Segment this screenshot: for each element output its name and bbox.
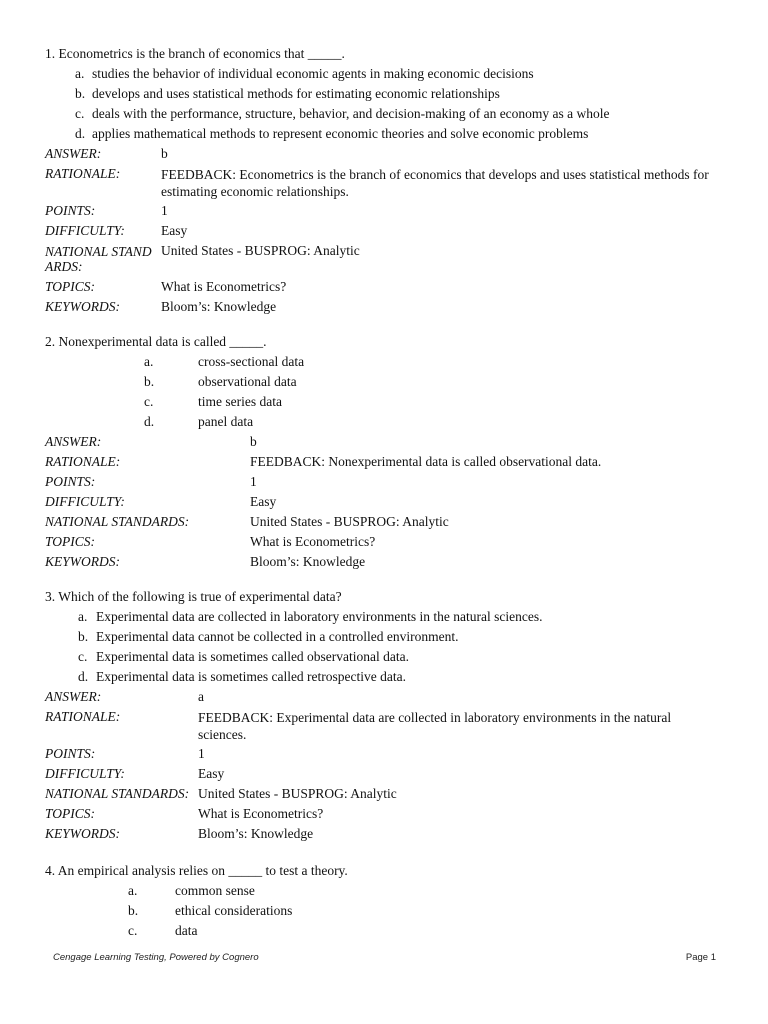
option-letter: d. — [144, 414, 155, 429]
meta-rationale — [45, 452, 735, 472]
meta-points — [45, 472, 735, 492]
meta-value: United States - BUSPROG: Analytic — [198, 786, 397, 801]
meta-label: KEYWORDS: — [45, 826, 120, 841]
footer-credit: Cengage Learning Testing, Powered by Cognero — [53, 952, 259, 963]
meta-national-standards — [45, 241, 735, 277]
meta-label: POINTS: — [45, 474, 96, 489]
option-text: Experimental data are collected in laboratory environments in the natural sciences. — [96, 609, 543, 624]
meta-value: FEEDBACK: Nonexperimental data is called observational data. — [250, 454, 602, 469]
question-stem: 1. Econometrics is the branch of economics that _____. — [45, 46, 345, 61]
option-letter: b. — [75, 86, 86, 101]
option-letter: a. — [75, 66, 85, 81]
meta-value: Easy — [161, 223, 188, 238]
question-stem: 2. Nonexperimental data is called _____. — [45, 334, 267, 349]
option-letter: a. — [78, 609, 88, 624]
page-number: Page 1 — [685, 952, 716, 963]
option-letter: d. — [75, 126, 86, 141]
meta-label: KEYWORDS: — [45, 554, 120, 569]
question-stem: 4. An empirical analysis relies on _____ to test a theory. — [45, 863, 348, 878]
meta-value: FEEDBACK: Econometrics is the branch of economics that develops and uses statistical methods for estimating economic relationships. — [161, 167, 709, 199]
meta-keywords — [45, 552, 735, 572]
meta-value: What is Econometrics? — [250, 534, 376, 549]
meta-label: TOPICS: — [45, 806, 96, 821]
option-d — [45, 412, 735, 432]
meta-value: 1 — [250, 474, 257, 489]
option-letter: c. — [78, 649, 88, 664]
meta-value: Easy — [250, 494, 277, 509]
meta-points — [45, 744, 735, 764]
meta-label: DIFFICULTY: — [45, 494, 125, 509]
option-d — [45, 124, 735, 144]
option-text: deals with the performance, structure, behavior, and decision-making of an economy as a whole — [92, 106, 610, 121]
meta-value: Bloom’s: Knowledge — [161, 299, 277, 314]
option-letter: a. — [128, 883, 138, 898]
option-text: develops and uses statistical methods for estimating economic relationships — [92, 86, 500, 101]
meta-points — [45, 201, 735, 221]
meta-value: United States - BUSPROG: Analytic — [250, 514, 449, 529]
option-text: data — [175, 923, 198, 938]
meta-label: POINTS: — [45, 203, 96, 218]
option-letter: c. — [128, 923, 138, 938]
meta-value: FEEDBACK: Experimental data are collected in laboratory environments in the natural sciences. — [198, 710, 672, 742]
meta-label: ANSWER: — [45, 689, 102, 704]
meta-topics — [45, 804, 735, 824]
meta-value: b — [161, 146, 168, 161]
option-letter: c. — [144, 394, 154, 409]
option-d — [45, 667, 735, 687]
option-text: cross-sectional data — [198, 354, 305, 369]
option-text: observational data — [198, 374, 297, 389]
meta-label: DIFFICULTY: — [45, 766, 125, 781]
meta-value: a — [198, 689, 204, 704]
meta-label: TOPICS: — [45, 279, 96, 294]
option-letter: c. — [75, 106, 85, 121]
option-c — [45, 392, 735, 412]
question-2 — [45, 332, 735, 572]
option-text: Experimental data is sometimes called observational data. — [96, 649, 410, 664]
meta-value: Easy — [198, 766, 225, 781]
option-a — [45, 64, 735, 84]
option-letter: a. — [144, 354, 154, 369]
meta-rationale — [45, 164, 735, 201]
option-text: ethical considerations — [175, 903, 293, 918]
meta-value: 1 — [161, 203, 168, 218]
meta-value: What is Econometrics? — [161, 279, 287, 294]
meta-label: POINTS: — [45, 746, 96, 761]
option-text: studies the behavior of individual economic agents in making economic decisions — [92, 66, 534, 81]
meta-topics — [45, 532, 735, 552]
option-letter: b. — [78, 629, 89, 644]
option-text: time series data — [198, 394, 282, 409]
option-text: common sense — [175, 883, 255, 898]
meta-label: KEYWORDS: — [45, 299, 120, 314]
option-letter: b. — [144, 374, 155, 389]
option-a — [45, 352, 735, 372]
meta-value: Bloom’s: Knowledge — [198, 826, 314, 841]
meta-national-standards — [45, 512, 735, 532]
meta-answer — [45, 432, 735, 452]
option-b — [45, 84, 735, 104]
option-text: panel data — [198, 414, 254, 429]
option-a — [45, 607, 735, 627]
meta-difficulty — [45, 764, 735, 784]
meta-value: United States - BUSPROG: Analytic — [161, 243, 360, 258]
option-b — [45, 901, 735, 921]
question-1 — [45, 44, 735, 317]
meta-answer — [45, 144, 735, 164]
meta-label: NATIONAL STANDARDS: — [45, 514, 190, 529]
meta-label: RATIONALE: — [45, 454, 121, 469]
question-stem: 3. Which of the following is true of experimental data? — [45, 589, 342, 604]
option-c — [45, 921, 735, 941]
meta-value: 1 — [198, 746, 205, 761]
meta-label: ANSWER: — [45, 434, 102, 449]
meta-difficulty — [45, 492, 735, 512]
meta-rationale — [45, 707, 735, 744]
option-c — [45, 647, 735, 667]
meta-difficulty — [45, 221, 735, 241]
question-4 — [45, 861, 735, 941]
meta-label: NATIONAL STANDARDS: — [45, 786, 190, 801]
option-text: applies mathematical methods to represent economic theories and solve economic problems — [92, 126, 589, 141]
meta-topics — [45, 277, 735, 297]
meta-national-standards — [45, 784, 735, 804]
option-b — [45, 372, 735, 392]
option-letter: b. — [128, 903, 139, 918]
option-text: Experimental data cannot be collected in a controlled environment. — [96, 629, 459, 644]
meta-keywords — [45, 297, 735, 317]
meta-answer — [45, 687, 735, 707]
option-b — [45, 627, 735, 647]
question-3 — [45, 587, 735, 844]
meta-label: NATIONAL STANDARDS: — [45, 244, 152, 274]
meta-label: ANSWER: — [45, 146, 102, 161]
meta-label: RATIONALE: — [45, 166, 121, 181]
meta-label: RATIONALE: — [45, 709, 121, 724]
option-c — [45, 104, 735, 124]
meta-label: DIFFICULTY: — [45, 223, 125, 238]
meta-label: TOPICS: — [45, 534, 96, 549]
meta-value: b — [250, 434, 257, 449]
meta-value: Bloom’s: Knowledge — [250, 554, 366, 569]
option-a — [45, 881, 735, 901]
meta-keywords — [45, 824, 735, 844]
meta-value: What is Econometrics? — [198, 806, 324, 821]
option-letter: d. — [78, 669, 89, 684]
option-text: Experimental data is sometimes called retrospective data. — [96, 669, 407, 684]
